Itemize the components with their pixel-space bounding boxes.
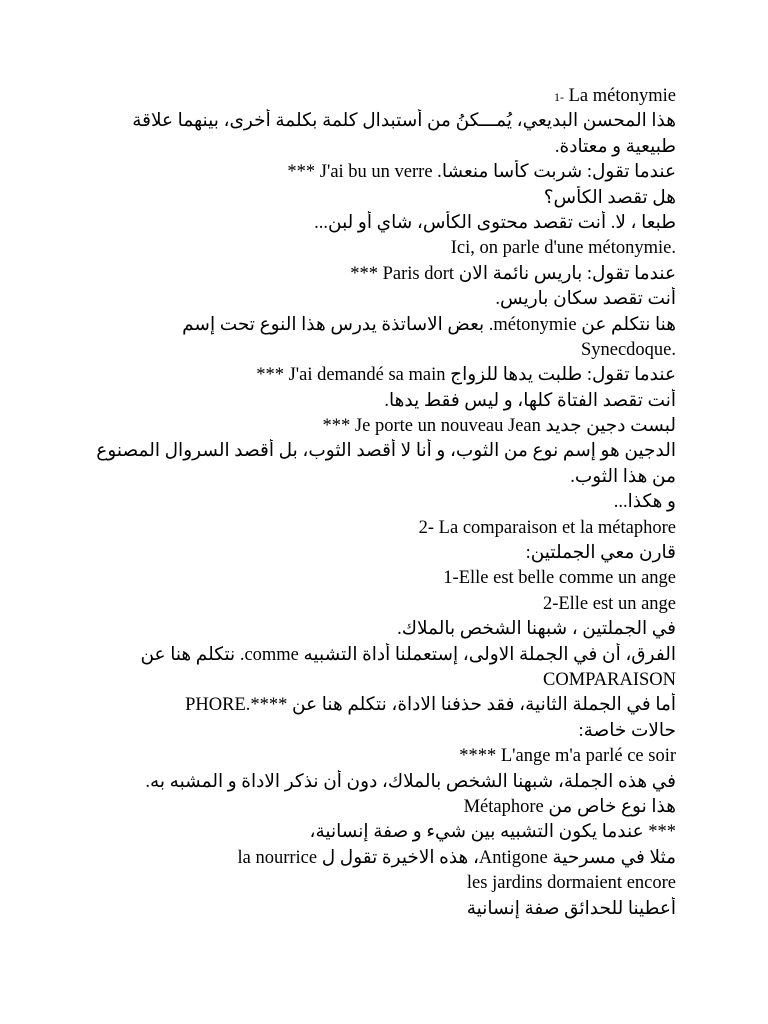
- text-line: .من هذا الثوب: [570, 466, 676, 487]
- heading-number: 1-: [554, 90, 564, 104]
- text-line: ...طبعا ، لا. أنت تقصد محتوى الكأس، شاي أو لبن: [314, 212, 676, 233]
- text-line: *** J'ai demandé sa main عندما تقول: طلبت يدها للزواج: [256, 365, 676, 386]
- text-line: ...و هكذا: [613, 492, 676, 513]
- text-line: *** Je porte un nouveau Jean لبست دجين جديد: [322, 416, 676, 437]
- text-line: Ici, on parle d'une métonymie.: [450, 238, 676, 259]
- text-line: الدجين هو إسم نوع من الثوب، و أنا لا أقصد الثوب، بل أقصد السروال المصنوع: [96, 441, 676, 462]
- text-line: :حالات خاصة: [578, 720, 676, 741]
- text-line: 2-Elle est un ange: [542, 593, 676, 614]
- text-line: 1-Elle est belle comme un ange: [443, 568, 676, 589]
- text-line: هل تقصد الكأس؟: [543, 187, 676, 208]
- heading-comparaison: 2- La comparaison et la métaphore: [418, 517, 676, 538]
- text-line: **** L'ange m'a parlé ce soir: [459, 746, 676, 767]
- text-line: *** J'ai bu un verre .عندما تقول: شربت كأسا منعشا: [287, 162, 676, 183]
- text-line: Synecdoque.: [580, 339, 676, 360]
- text-line: :قارن معي الجملتين: [525, 543, 676, 564]
- text-line: أعطينا للحدائق صفة إنسانية: [466, 898, 676, 919]
- text-line: .في الجملتين ، شبهنا الشخص بالملاك: [397, 619, 676, 640]
- text-line: *** Paris dort عندما تقول: باريس نائمة الان: [350, 263, 676, 284]
- text-line: .طبيعية و معتادة: [554, 136, 676, 157]
- text-line: نتكلم هنا عن .comme الفرق، أن في الجملة الاولى، إستعملنا أداة التشبيه: [140, 644, 676, 665]
- text-line: بعض الاساتذة يدرس هذا النوع تحت إسم .métonymie هنا نتكلم عن: [182, 314, 676, 335]
- text-line: هذا المحسن البديعي، يُمـــكنُ من أستبدال كلمة بكلمة أخرى، بينهما علاقة: [132, 111, 676, 132]
- text-line: la nourrice هذه الاخيرة تقول ل ،Antigone مثلا في مسرحية: [237, 847, 676, 868]
- text-line: Métaphore هذا نوع خاص من: [463, 796, 676, 817]
- text-line: .أنت تقصد سكان باريس: [495, 289, 676, 310]
- heading-metonymie: 1- La métonymie: [554, 86, 676, 106]
- text-line: COMPARAISON: [543, 669, 676, 690]
- document-body: [80, 84, 676, 922]
- text-line: .أنت تقصد الفتاة كلها، و ليس فقط يدها: [384, 390, 676, 411]
- text-line: les jardins dormaient encore: [466, 873, 676, 894]
- text-line: .في هذه الجملة، شبهنا الشخص بالملاك، دون أن نذكر الاداة و المشبه به: [145, 771, 676, 792]
- text-line: ،عندما يكون التشبيه بين شيء و صفة إنسانية ***: [309, 822, 676, 843]
- text-line: PHORE.**** أما في الجملة الثانية، فقد حذفنا الاداة، نتكلم هنا عن: [185, 695, 676, 716]
